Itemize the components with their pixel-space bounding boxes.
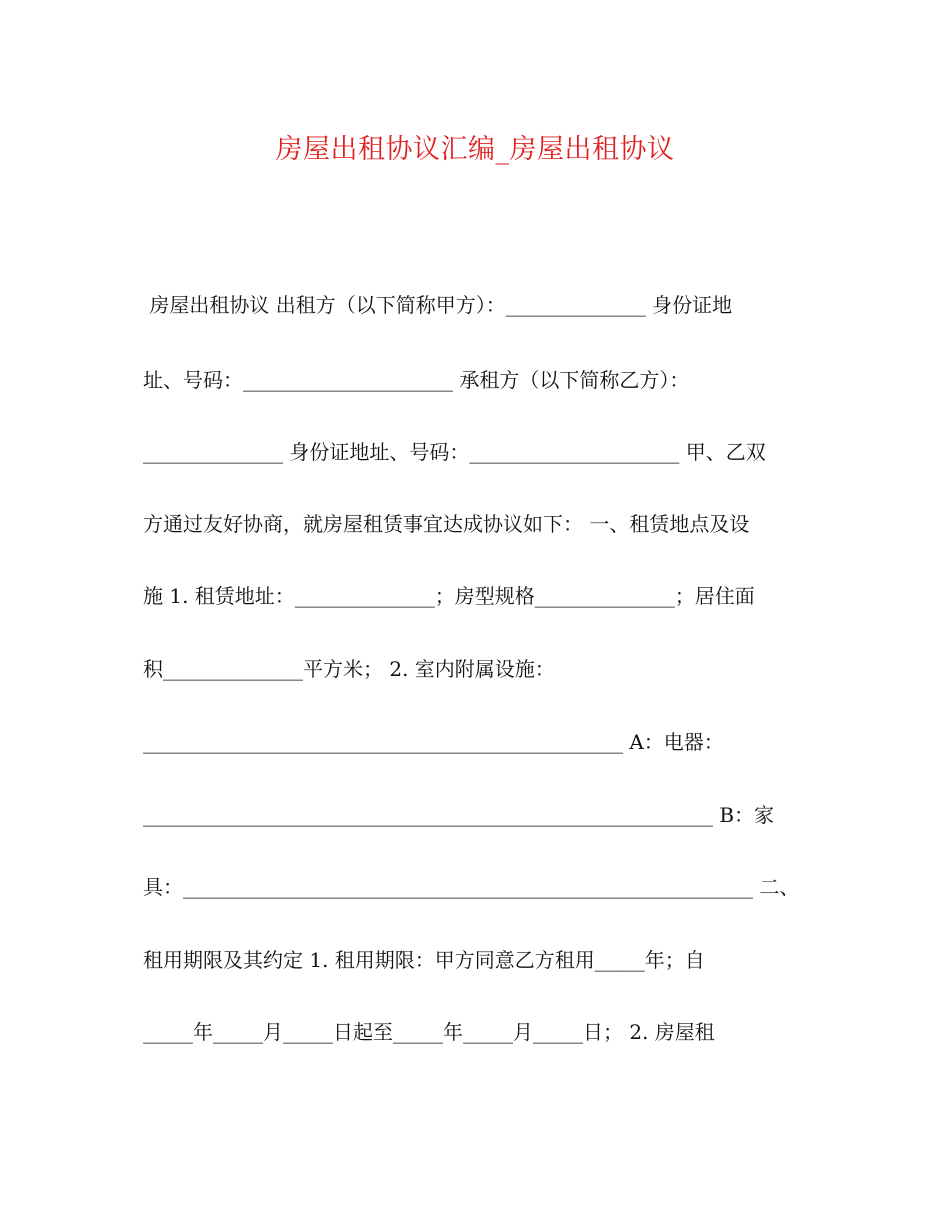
body-line-10: 租用期限及其约定 1. 租用期限：甲方同意乙方租用_____年；自 xyxy=(143,948,705,972)
document-title: 房屋出租协议汇编_房屋出租协议 xyxy=(275,134,675,165)
body-line-1: 房屋出租协议 出租方（以下简称甲方）：______________ 身份证地 xyxy=(143,293,733,317)
body-line-5: 施 1. 租赁地址：______________；房型规格______________；居住面 xyxy=(143,584,755,608)
body-line-8: _________________________________________________________ B：家 xyxy=(143,803,775,827)
body-line-2: 址、号码：_____________________ 承租方（以下简称乙方）： xyxy=(143,368,690,392)
body-line-6: 积______________平方米； 2. 室内附属设施： xyxy=(143,657,555,681)
body-line-11: _____年_____月_____日起至_____年_____月_____日； 2. 房屋租 xyxy=(143,1020,715,1044)
body-line-3: ______________ 身份证地址、号码：_____________________ 甲、乙双 xyxy=(143,440,766,464)
body-line-7: ________________________________________________ A：电器： xyxy=(143,730,724,754)
body-line-4: 方通过友好协商，就房屋租赁事宜达成协议如下： 一、租赁地点及设 xyxy=(143,512,750,536)
body-line-9: 具：_________________________________________________________ 二、 xyxy=(143,875,800,899)
